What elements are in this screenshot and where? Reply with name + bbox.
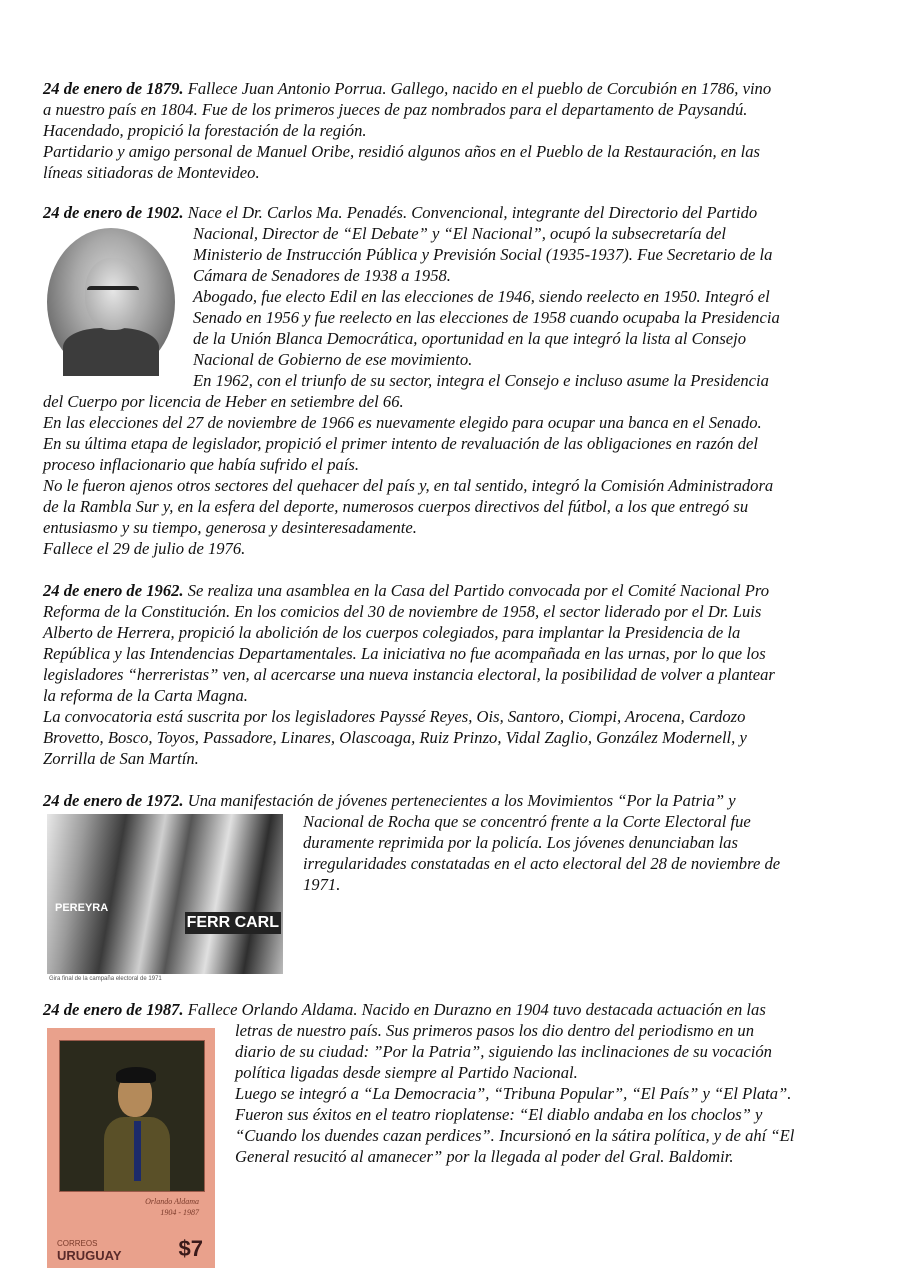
entry-1962: [43, 580, 863, 769]
entry-text: República y las Intendencias Departamentales. La iniciativa no fue acompañada en las urnas, por lo que los: [43, 644, 766, 663]
stamp-country: URUGUAY: [57, 1248, 122, 1263]
text-line: [43, 202, 863, 223]
entry-text: General resucitó al amanecer” por la llegada al poder del Gral. Baldomir.: [235, 1147, 734, 1166]
entry-text: a nuestro país en 1804. Fue de los primeros jueces de paz nombrados para el departamento de Paysandú.: [43, 100, 748, 119]
text-line: [43, 78, 863, 99]
entry-text: Abogado, fue electo Edil en las elecciones de 1946, siendo reelecto en 1950. Integró el: [193, 287, 770, 306]
entry-text: Una manifestación de jóvenes pertenecientes a los Movimientos “Por la Patria” y: [183, 791, 736, 810]
entry-text: En su última etapa de legislador, propició el primer intento de revaluación de las obligaciones en razón del: [43, 434, 758, 453]
entry-text: política ligadas desde siempre al Partido Nacional.: [235, 1063, 578, 1082]
entry-text: Luego se integró a “La Democracia”, “Tribuna Popular”, “El País” y “El Plata”.: [235, 1084, 792, 1103]
entry-text: 1971.: [303, 875, 341, 894]
text-line: [43, 141, 863, 162]
entry-text: irregularidades constatadas en el acto electoral del 28 de noviembre de: [303, 854, 781, 873]
stamp-name: Orlando Aldama: [145, 1197, 199, 1206]
entry-text: En las elecciones del 27 de noviembre de 1966 es nuevamente elegido para ocupar una banca en el Senado.: [43, 413, 762, 432]
stamp-years: 1904 - 1987: [160, 1208, 199, 1217]
entry-text: Cámara de Senadores de 1938 a 1958.: [193, 266, 451, 285]
stamp-correos: CORREOS: [57, 1239, 98, 1248]
entry-text: la reforma de la Carta Magna.: [43, 686, 248, 705]
entry-text: legisladores “herreristas” ven, al acercarse una nueva instancia electoral, la posibilidad de volver a plantear: [43, 665, 775, 684]
text-line: [43, 162, 863, 183]
portrait-penades-photo: [47, 228, 175, 376]
text-line: [43, 622, 863, 643]
entry-text: diario de su ciudad: ”Por la Patria”, siguiendo las inclinaciones de su vocación: [235, 1042, 772, 1061]
entry-text: Senado en 1956 y fue reelecto en las elecciones de 1958 cuando ocupaba la Presidencia: [193, 308, 780, 327]
entry-text: Nace el Dr. Carlos Ma. Penadés. Convencional, integrante del Directorio del Partido: [183, 203, 758, 222]
entry-text: entusiasmo y su tiempo, generosa y desinteresadamente.: [43, 518, 417, 537]
entry-text: Fallece Orlando Aldama. Nacido en Durazno en 1904 tuvo destacada actuación en las: [183, 1000, 766, 1019]
bus-sign-right: FERR CARL: [185, 912, 281, 934]
entry-text: Nacional de Rocha que se concentró frente a la Corte Electoral fue: [303, 812, 751, 831]
entry-date: 24 de enero de 1902.: [43, 203, 184, 222]
entry-text: proceso inflacionario que había sufrido el país.: [43, 455, 360, 474]
entry-text: Se realiza una asamblea en la Casa del Partido convocada por el Comité Nacional Pro: [183, 581, 770, 600]
entry-text: “Cuando los duendes cazan perdices”. Incursionó en la sátira política, y de ahí “El: [235, 1126, 795, 1145]
text-line: [43, 538, 863, 559]
aldama-postage-stamp: [47, 1028, 215, 1268]
text-line: [43, 244, 863, 265]
text-line: [43, 999, 863, 1020]
text-line: [43, 475, 863, 496]
photo-caption: Gira final de la campaña electoral de 1971: [49, 976, 162, 982]
bus-sign-left: PEREYRA: [55, 902, 109, 914]
entry-1902: [43, 202, 863, 559]
entry-date: 24 de enero de 1962.: [43, 581, 184, 600]
text-line: [43, 748, 863, 769]
entry-text: Alberto de Herrera, propició la abolición de los cuerpos colegiados, para implantar la Presidencia de la: [43, 623, 741, 642]
text-line: [43, 496, 863, 517]
text-line: [43, 454, 863, 475]
text-line: [43, 349, 863, 370]
entry-text: Brovetto, Bosco, Toyos, Passadore, Linares, Olascoaga, Ruiz Prinzo, Vidal Zaglio, González Modernell, y: [43, 728, 747, 747]
entry-text: Fallece el 29 de julio de 1976.: [43, 539, 246, 558]
entry-text: de la Unión Blanca Democrática, oportunidad en la que integró la lista al Consejo: [193, 329, 747, 348]
entry-text: La convocatoria está suscrita por los legisladores Payssé Reyes, Ois, Santoro, Ciompi, Arocena, Cardozo: [43, 707, 746, 726]
entry-text: Hacendado, propició la forestación de la región.: [43, 121, 367, 140]
entry-1879: [43, 78, 863, 183]
text-line: [43, 120, 863, 141]
entry-text: duramente reprimida por la policía. Los jóvenes denunciaban las: [303, 833, 738, 852]
text-line: [43, 99, 863, 120]
entry-text: líneas sitiadoras de Montevideo.: [43, 163, 260, 182]
entry-text: del Cuerpo por licencia de Heber en setiembre del 66.: [43, 392, 404, 411]
entry-text: Zorrilla de San Martín.: [43, 749, 199, 768]
entry-text: Ministerio de Instrucción Pública y Previsión Social (1935-1937). Fue Secretario de la: [193, 245, 773, 264]
entry-text: En 1962, con el triunfo de su sector, integra el Consejo e incluso asume la Presidencia: [193, 371, 769, 390]
entry-text: No le fueron ajenos otros sectores del quehacer del país y, en tal sentido, integró la Comisión Administradora: [43, 476, 774, 495]
text-line: [43, 412, 863, 433]
entry-date: 24 de enero de 1879.: [43, 79, 184, 98]
bus-protest-photo: [45, 812, 285, 986]
text-line: [43, 685, 863, 706]
entry-text: Fueron sus éxitos en el teatro rioplatense: “El diablo andaba en los choclos” y: [235, 1105, 763, 1124]
entry-text: Partidario y amigo personal de Manuel Oribe, residió algunos años en el Pueblo de la Restauración, en las: [43, 142, 760, 161]
text-line: [43, 727, 863, 748]
entry-text: de la Rambla Sur y, en la esfera del deporte, numerosos cuerpos directivos del fútbol, a los que entregó su: [43, 497, 749, 516]
entry-text: Nacional, Director de “El Debate” y “El Nacional”, ocupó la subsecretaría del: [193, 224, 726, 243]
text-line: [43, 706, 863, 727]
text-line: [43, 517, 863, 538]
text-line: [43, 433, 863, 454]
text-line: [43, 790, 863, 811]
stamp-value: $7: [178, 1236, 203, 1261]
text-line: [43, 580, 863, 601]
text-line: [43, 223, 863, 244]
entry-text: Nacional de Gobierno de ese movimiento.: [193, 350, 473, 369]
entry-text: Reforma de la Constitución. En los comicios del 30 de noviembre de 1958, el sector liderado por el Dr. Luis: [43, 602, 762, 621]
text-line: [43, 601, 863, 622]
entry-date: 24 de enero de 1987.: [43, 1000, 184, 1019]
text-line: [43, 664, 863, 685]
text-line: [43, 391, 863, 412]
entry-text: Fallece Juan Antonio Porrua. Gallego, nacido en el pueblo de Corcubión en 1786, vino: [183, 79, 772, 98]
text-line: [43, 643, 863, 664]
entry-text: letras de nuestro país. Sus primeros pasos los dio dentro del periodismo en un: [235, 1021, 755, 1040]
text-line: [43, 370, 863, 391]
entry-date: 24 de enero de 1972.: [43, 791, 184, 810]
